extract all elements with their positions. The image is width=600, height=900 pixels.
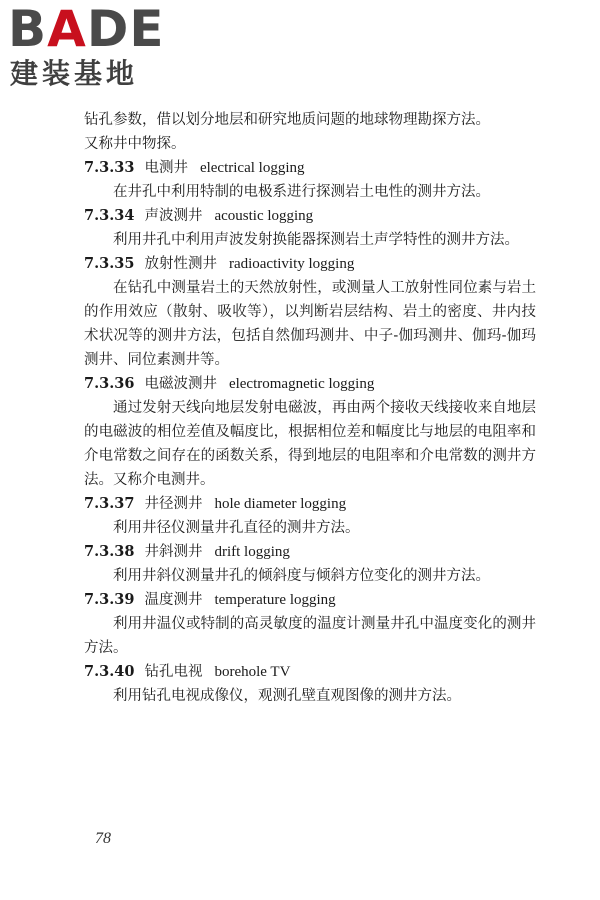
entry-heading [84, 588, 536, 612]
entry-term-en: electrical logging [199, 160, 305, 176]
entry-term-en: drift logging [214, 544, 290, 560]
entry-heading [84, 540, 536, 564]
entry-number: 7.3.36 [84, 375, 135, 392]
entry-term-en: acoustic logging [214, 208, 314, 224]
entry-heading [84, 660, 536, 684]
intro-line-1: 钻孔参数，借以划分地层和研究地质问题的地球物理勘探方法。 [84, 112, 490, 128]
logo [8, 0, 178, 90]
document-body [84, 108, 536, 708]
entry-term-en: borehole TV [214, 664, 291, 680]
entry-term-zh: 钻孔电视 [144, 664, 203, 680]
entry-term-zh: 井斜测井 [144, 544, 203, 560]
entry-definition: 利用井孔中利用声波发射换能器探测岩土声学特性的测井方法。 [113, 232, 519, 248]
entry-term-zh: 放射性测井 [144, 256, 217, 272]
entry-definition: 利用井温仪或特制的高灵敏度的温度计测量井孔中温度变化的测井方法。 [84, 616, 536, 656]
entry-term-zh: 声波测井 [144, 208, 203, 224]
entry-heading [84, 372, 536, 396]
entry-number: 7.3.37 [84, 495, 135, 512]
entry-definition: 利用钻孔电视成像仪，观测孔壁直观图像的测井方法。 [113, 688, 461, 704]
entry-heading [84, 156, 536, 180]
entry-definition: 在井孔中利用特制的电极系进行探测岩土电性的测井方法。 [113, 184, 490, 200]
page-number: 78 [95, 830, 111, 847]
entry-heading [84, 492, 536, 516]
entry-term-zh: 电磁波测井 [144, 376, 217, 392]
entry-term-zh: 井径测井 [144, 496, 203, 512]
entry-definition: 利用井斜仪测量井孔的倾斜度与倾斜方位变化的测井方法。 [113, 568, 490, 584]
entry-definition: 利用井径仪测量井孔直径的测井方法。 [113, 520, 360, 536]
entry-number: 7.3.38 [84, 543, 135, 560]
entry-definition: 在钻孔中测量岩土的天然放射性，或测量人工放射性同位素与岩土的作用效应（散射、吸收等），以判断岩层结构、岩土的密度、井内技术状况等的测井方法，包括自然伽玛测井、中子-伽玛测井、伽玛-伽玛测井、同位素测井等。 [84, 280, 536, 368]
entry-term-en: electromagnetic logging [228, 376, 375, 392]
entry-number: 7.3.33 [84, 159, 135, 176]
entry-term-en: hole diameter logging [214, 496, 347, 512]
entry-number: 7.3.39 [84, 591, 135, 608]
logo-accent-letter: A [47, 0, 87, 58]
entry-heading [84, 252, 536, 276]
entry-number: 7.3.34 [84, 207, 135, 224]
entry-term-zh: 电测井 [144, 160, 188, 176]
intro-line-2: 又称井中物探。 [84, 136, 186, 152]
entry-term-zh: 温度测井 [144, 592, 203, 608]
entry-term-en: temperature logging [214, 592, 336, 608]
entry-number: 7.3.40 [84, 663, 135, 680]
entry-term-en: radioactivity logging [228, 256, 355, 272]
entry-heading [84, 204, 536, 228]
entry-definition: 通过发射天线向地层发射电磁波，再由两个接收天线接收来自地层的电磁波的相位差值及幅度比，根据相位差和幅度比与地层的电阻率和介电常数之间存在的函数关系，得到地层的电阻率和介电常数的测井方法。又称介电测井。 [84, 400, 536, 488]
entry-number: 7.3.35 [84, 255, 135, 272]
logo-wordmark: BADE [8, 0, 165, 58]
logo-subtitle: 建装基地 [10, 57, 139, 90]
